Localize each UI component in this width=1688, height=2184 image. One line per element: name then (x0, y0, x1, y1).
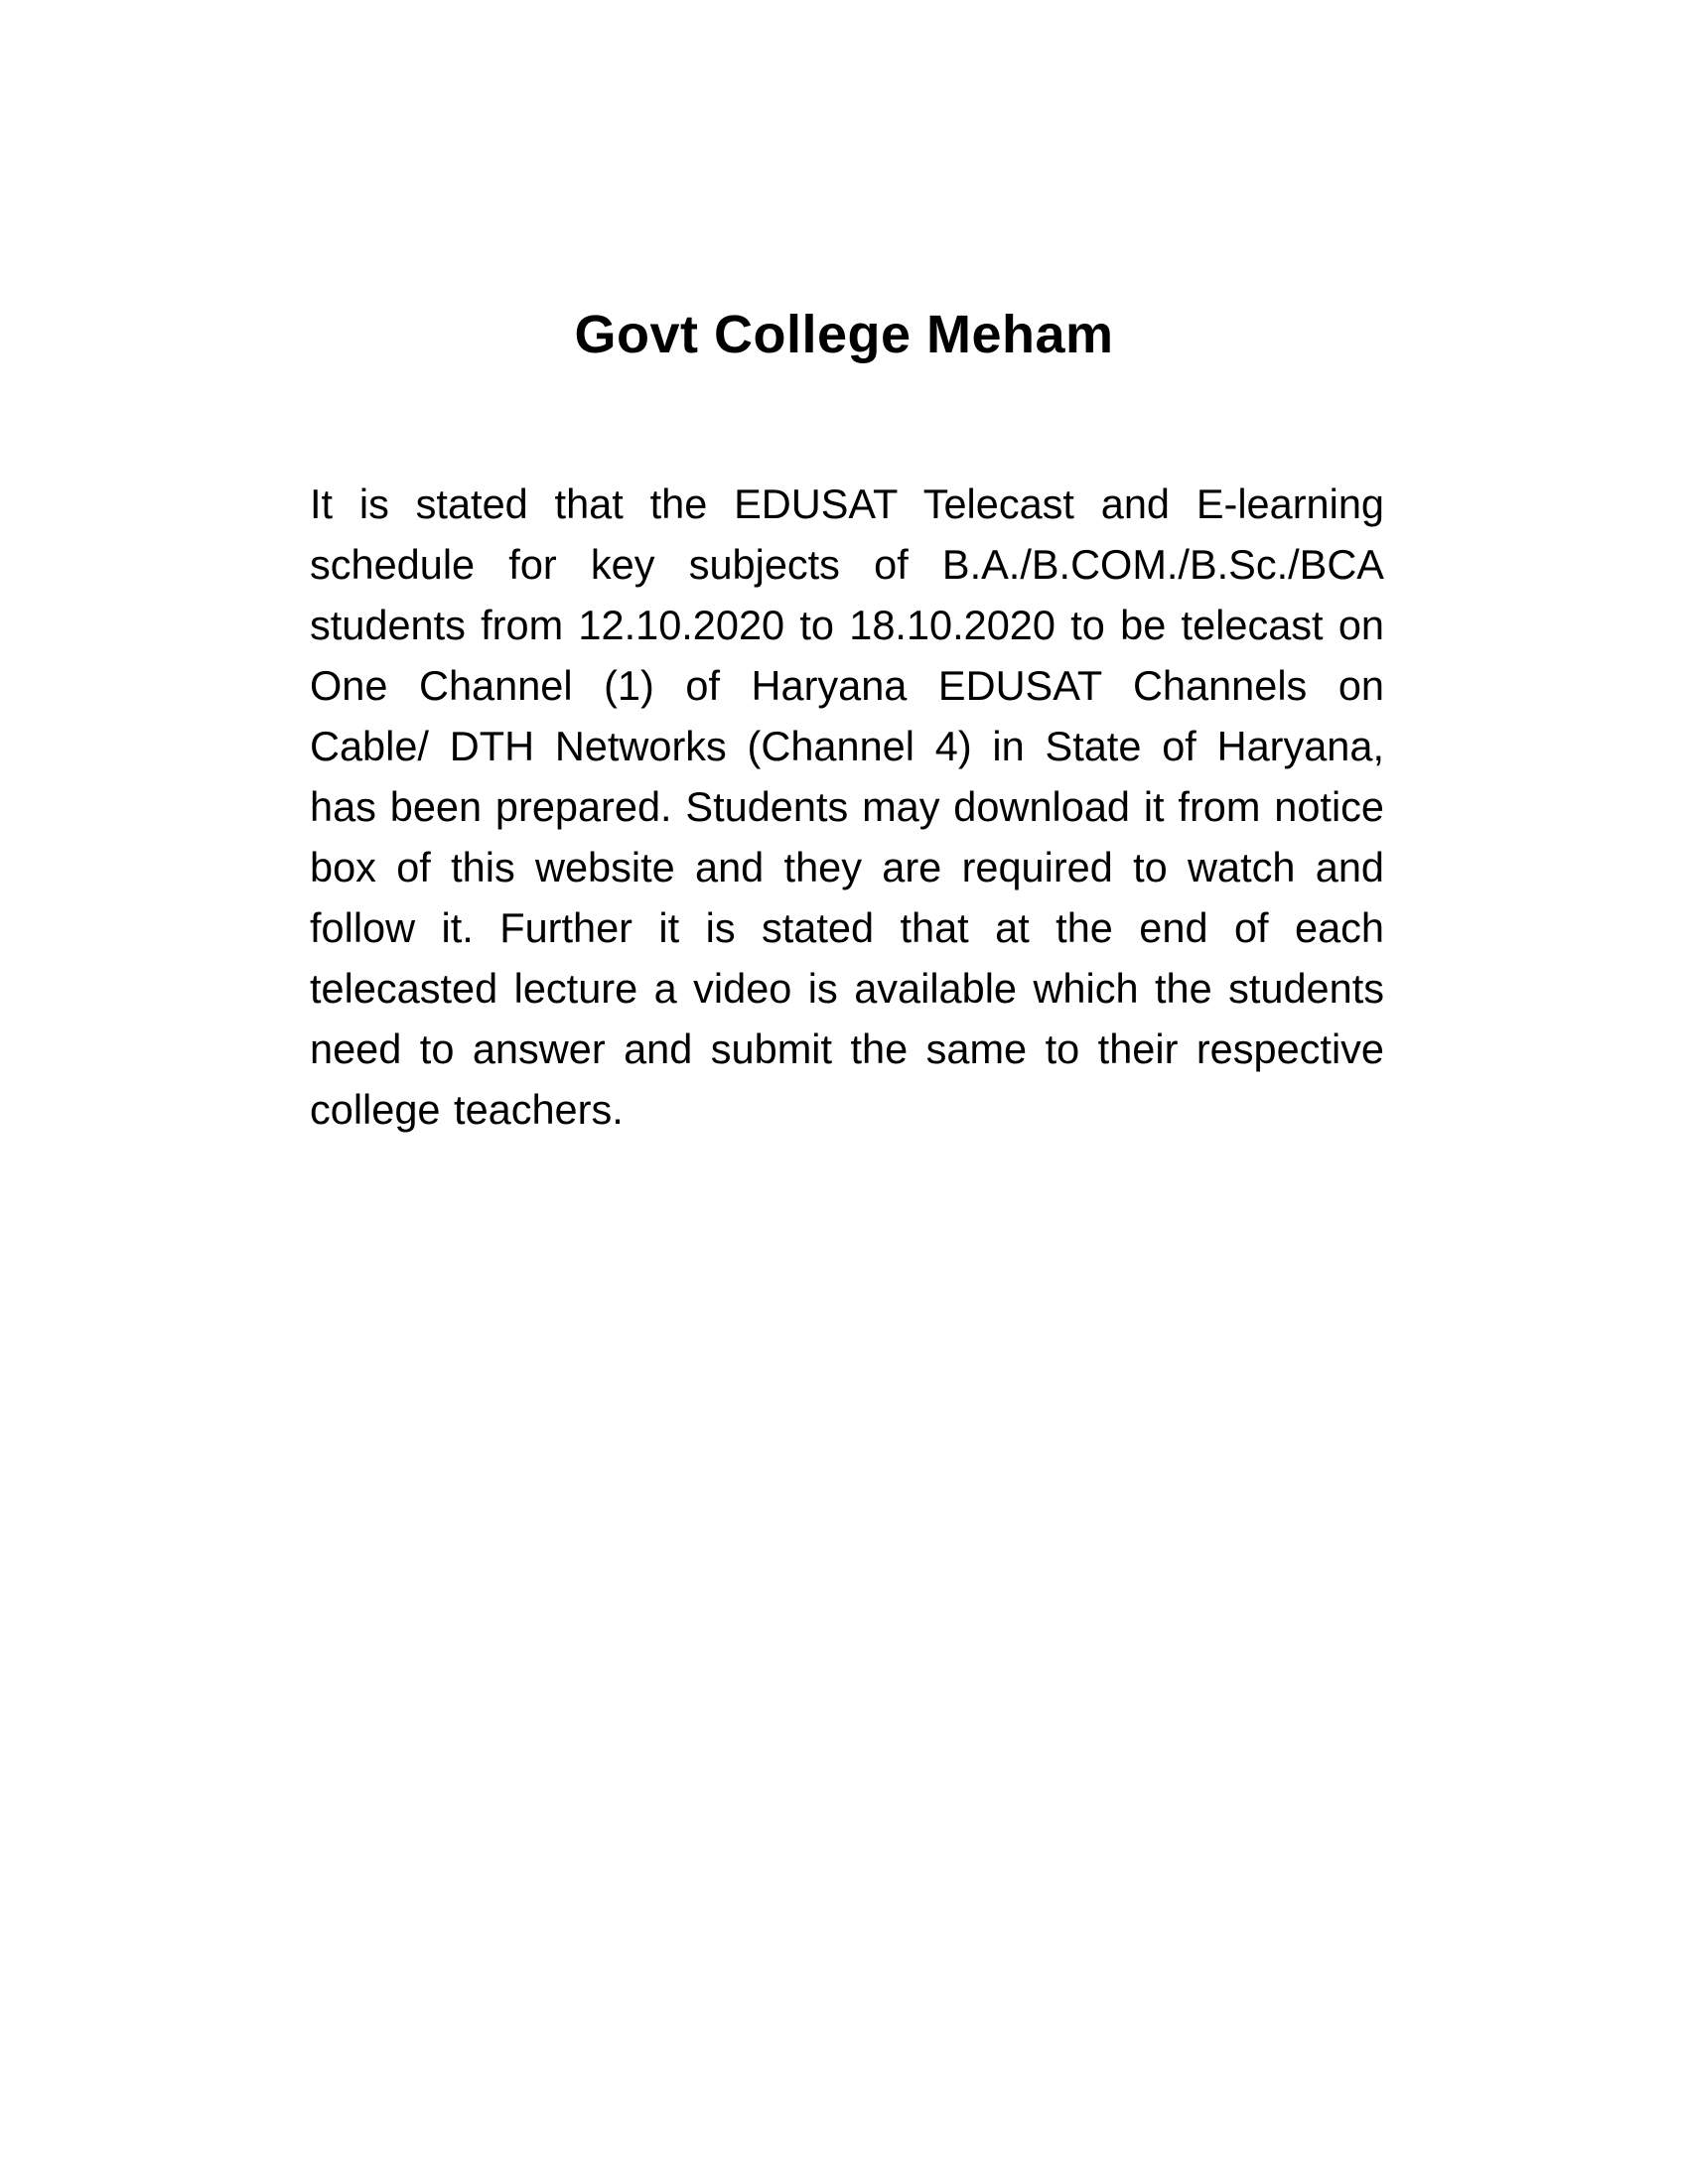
notice-paragraph: It is stated that the EDUSAT Telecast and E-learning schedule for key subjects of B.A./B.COM./B.Sc./BCA students from 12.10.2020 to 18.10.2020 to be telecast on One Channel (1) of Haryana EDUSAT Channels on Cable/ DTH Networks (Channel 4) in State of Haryana, has been prepared. Students may download it from notice box of this website and they are required to watch and follow it. Further it is stated that at the end of each telecasted lecture a video is available which the students need to answer and submit the same to their respective college teachers. (310, 479, 1384, 1133)
document-title: Govt College Meham (574, 305, 1114, 364)
